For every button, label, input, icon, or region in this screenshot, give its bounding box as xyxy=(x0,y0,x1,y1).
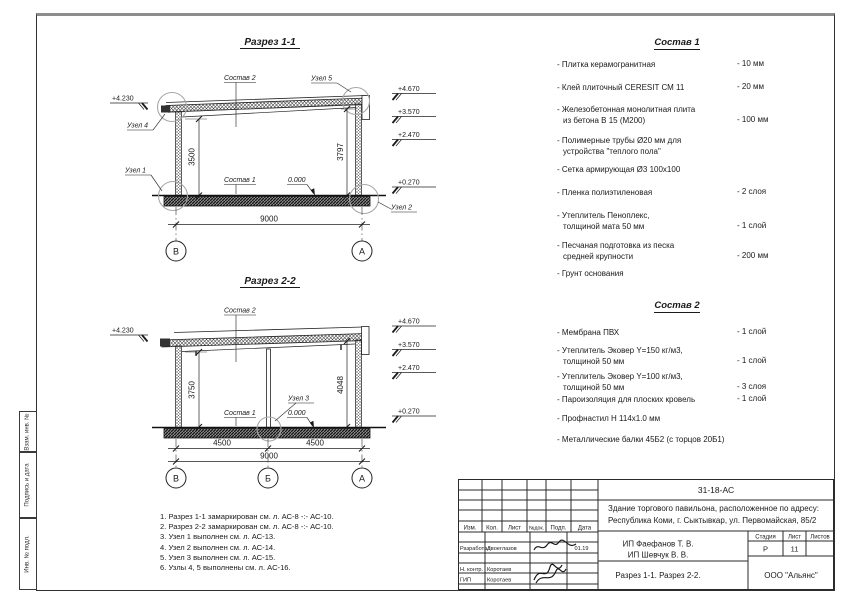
dim-3750: 3750 xyxy=(187,381,197,399)
elevation-value: +0.270 xyxy=(398,408,420,416)
elevation-mark-r2 xyxy=(392,109,436,123)
section-2-2-title: Разрез 2-2 xyxy=(244,276,296,287)
material-item xyxy=(557,104,762,126)
material-name-cont: толщиной 50 мм xyxy=(563,383,625,392)
col-data: Дата xyxy=(577,525,592,532)
material-name: - Песчаная подготовка из песка xyxy=(557,241,675,250)
elevation-mark-r3 xyxy=(392,365,436,379)
note-line: 2. Разрез 2-2 замаркирован см. л. АС-8 -:- АС-10. xyxy=(160,522,334,532)
material-name: - Утеплитель Эковер Y=150 кг/м3, xyxy=(557,346,683,355)
dim-4500-right: 4500 xyxy=(306,438,324,448)
material-thickness: - 2 слоя xyxy=(737,187,767,196)
object-address-line2: Республика Коми, г. Сыктывкар, ул. Первомайская, 85/2 xyxy=(608,516,817,525)
elevation-marks xyxy=(110,319,436,423)
elevation-value: +4.230 xyxy=(112,327,134,335)
client-line1: ИП Фаефанов Т. В. xyxy=(622,539,694,549)
row-developer-name: Двоеглазов xyxy=(487,546,517,552)
section-2-2-drawing xyxy=(40,270,460,495)
material-thickness: - 1 слой xyxy=(737,327,767,336)
dim-height-right xyxy=(336,338,357,430)
elevation-value: +3.570 xyxy=(398,342,420,349)
material-item xyxy=(557,327,762,338)
sheet-value: 11 xyxy=(790,544,799,554)
elevation-value: +4.670 xyxy=(398,318,420,326)
material-item xyxy=(557,371,762,393)
col-ndok: №док. xyxy=(528,525,545,532)
zero-level-arrow xyxy=(311,188,315,195)
note-line: 3. Узел 1 выполнен см. л. АС-13. xyxy=(160,532,276,542)
material-name: - Пароизоляция для плоских кровель xyxy=(557,395,696,404)
dim-height-left xyxy=(185,116,207,199)
dim-3500: 3500 xyxy=(187,148,197,166)
material-name: - Сетка армирующая Ø3 100x100 xyxy=(557,165,681,174)
roof-assembly xyxy=(160,327,369,357)
dim-4500-left: 4500 xyxy=(213,438,231,448)
elevation-mark-r1 xyxy=(392,86,436,100)
material-thickness: - 20 мм xyxy=(737,82,765,91)
label-uzel2: Узел 2 xyxy=(391,204,413,212)
material-item xyxy=(557,59,765,70)
material-item xyxy=(557,345,762,367)
material-name: - Полимерные трубы Ø20 мм для xyxy=(557,136,682,145)
elevation-mark-left xyxy=(110,328,148,342)
stamp-cell-vzam xyxy=(19,411,37,452)
elevation-mark-r4 xyxy=(392,180,436,194)
stamp-cell-inv xyxy=(19,518,37,590)
dim-9000: 9000 xyxy=(260,451,278,461)
dim-3797: 3797 xyxy=(336,143,345,161)
material-name: - Металлические балки 45Б2 (с торцов 20Б1) xyxy=(557,435,725,444)
section-1-1-title: Разрез 1-1 xyxy=(244,37,296,48)
section-1-1-drawing xyxy=(40,28,460,270)
label-zero: 0.000 xyxy=(288,177,306,184)
notes-list xyxy=(160,512,430,573)
label-uzel3: Узел 3 xyxy=(288,395,310,403)
sheet-title: Разрез 1-1. Разрез 2-2. xyxy=(615,571,701,580)
material-name-cont: средней крупности xyxy=(563,252,634,261)
material-name: - Плитка керамогранитная xyxy=(557,60,656,69)
label-sostav2: Состав 2 xyxy=(224,307,256,315)
label-uzel4: Узел 4 xyxy=(127,122,149,130)
elevation-value: +2.470 xyxy=(398,365,420,372)
col-kol: Кол. xyxy=(486,525,498,532)
material-name: - Пленка полиэтиленовая xyxy=(557,188,653,197)
material-name: - Утеплитель Эковер Y=100 кг/м3, xyxy=(557,372,683,381)
sostav2-title: Состав 2 xyxy=(654,300,700,311)
doc-number: 31-18-АС xyxy=(697,485,735,495)
dim-spans xyxy=(168,439,370,469)
material-item xyxy=(557,135,762,157)
walls xyxy=(176,104,362,196)
axis-letter-v: В xyxy=(172,473,180,484)
stage-value: Р xyxy=(762,544,769,554)
label-zero: 0.000 xyxy=(288,410,306,417)
note-line: 6. Узлы 4, 5 выполнены см. л. АС-16. xyxy=(160,563,291,573)
row-developer-date: 01.19 xyxy=(574,546,589,552)
stamp-cell-vzam-label: Взам. инв. № xyxy=(25,412,32,451)
label-sostav2: Состав 2 xyxy=(224,75,256,82)
stamp-cell-podpis-label: Подпись и дата xyxy=(25,463,31,507)
elevation-value: +2.470 xyxy=(398,132,420,139)
dim-9000: 9000 xyxy=(260,214,278,224)
elevation-mark-r4 xyxy=(392,409,436,423)
material-thickness: - 1 слой xyxy=(737,221,767,230)
material-name-cont: толщиной 50 мм xyxy=(563,357,625,366)
title-block xyxy=(458,479,834,590)
material-name: - Утеплитель Пеноплекс, xyxy=(557,211,650,220)
axis-letter-b: Б xyxy=(265,473,271,484)
row-ncontrol-role: Н. контр. xyxy=(460,567,484,573)
material-item xyxy=(557,240,762,262)
material-thickness: - 1 слой xyxy=(737,356,767,365)
elevation-value: +4.230 xyxy=(112,95,134,103)
dim-4048: 4048 xyxy=(336,376,345,394)
material-item xyxy=(557,413,762,424)
roof-assembly xyxy=(161,96,370,120)
col-podp: Подп. xyxy=(550,525,567,532)
row-gip-role: ГИП xyxy=(460,577,472,584)
material-thickness: - 3 слоя xyxy=(737,382,767,391)
material-name-cont: из бетона В 15 (М200) xyxy=(563,116,646,125)
grid-axes xyxy=(166,241,372,261)
material-item xyxy=(557,210,762,232)
elevation-mark-r2 xyxy=(392,342,436,356)
material-name: - Мембрана ПВХ xyxy=(557,328,620,337)
elevation-mark-left xyxy=(110,96,148,110)
dim-width-total xyxy=(168,207,370,241)
sostav1-title: Состав 1 xyxy=(654,37,700,48)
stamp-cell-inv-label: Инв. № подл. xyxy=(25,535,31,573)
material-item xyxy=(557,434,762,445)
material-name: - Профнастил Н 114x1.0 мм xyxy=(557,414,661,423)
material-name: - Железобетонная монолитная плита xyxy=(557,105,696,114)
material-thickness: - 1 слой xyxy=(737,394,767,403)
axis-letter-v: В xyxy=(172,246,180,257)
material-name-cont: толщиной мата 50 мм xyxy=(563,222,645,231)
label-uzel1: Узел 1 xyxy=(125,167,147,175)
material-thickness: - 200 мм xyxy=(737,251,769,260)
label-sostav1: Состав 1 xyxy=(224,410,256,417)
stamp-cell-podpis xyxy=(19,452,37,518)
elevation-value: +4.670 xyxy=(398,86,420,93)
col-sheet: Лист xyxy=(787,534,802,541)
col-list: Лист xyxy=(507,525,522,532)
note-line: 1. Разрез 1-1 замаркирован см. л. АС-8 -:- АС-10. xyxy=(160,512,334,521)
material-name: - Клей плиточный CERESIT СМ 11 xyxy=(557,83,685,92)
axis-letter-a: А xyxy=(358,246,366,257)
material-name-cont: устройства "теплого пола" xyxy=(563,147,661,156)
grid-axes xyxy=(166,468,372,488)
client-line2: ИП Шевчук В. В. xyxy=(627,550,689,560)
elevation-mark-r1 xyxy=(392,319,436,333)
material-item xyxy=(557,394,762,405)
material-item xyxy=(557,268,762,279)
elevation-value: +3.570 xyxy=(398,109,420,116)
axis-letter-a: А xyxy=(358,473,366,484)
elevation-value: +0.270 xyxy=(398,179,420,187)
row-gip-name: Коротаев xyxy=(487,577,512,584)
col-stage: Стадия xyxy=(755,534,776,541)
elevation-mark-r3 xyxy=(392,132,436,146)
signature-scribbles xyxy=(534,540,576,583)
material-thickness: - 10 мм xyxy=(737,59,765,68)
material-thickness: - 100 мм xyxy=(737,115,769,124)
material-item xyxy=(557,187,762,198)
note-line: 4. Узел 2 выполнен см. л. АС-14. xyxy=(160,542,276,552)
material-item xyxy=(557,82,765,93)
col-izm: Изм. xyxy=(463,525,477,532)
label-sostav1: Состав 1 xyxy=(224,177,256,184)
dim-height-right xyxy=(336,106,357,199)
company-name: ООО "Альянс" xyxy=(764,571,818,580)
col-sheets: Листов xyxy=(810,534,830,541)
label-uzel5: Узел 5 xyxy=(311,75,333,83)
material-name: - Грунт основания xyxy=(557,269,624,278)
row-developer-role: Разработал xyxy=(460,546,491,552)
walls xyxy=(176,340,362,428)
material-item xyxy=(557,164,762,175)
object-address-line1: Здание торгового павильона, расположенное по адресу: xyxy=(608,504,819,513)
floor-slab xyxy=(152,428,386,439)
dim-height-left xyxy=(185,349,207,430)
note-line: 5. Узел 3 выполнен см. л. АС-15. xyxy=(160,552,276,562)
row-ncontrol-name: Коротаев xyxy=(487,567,512,573)
